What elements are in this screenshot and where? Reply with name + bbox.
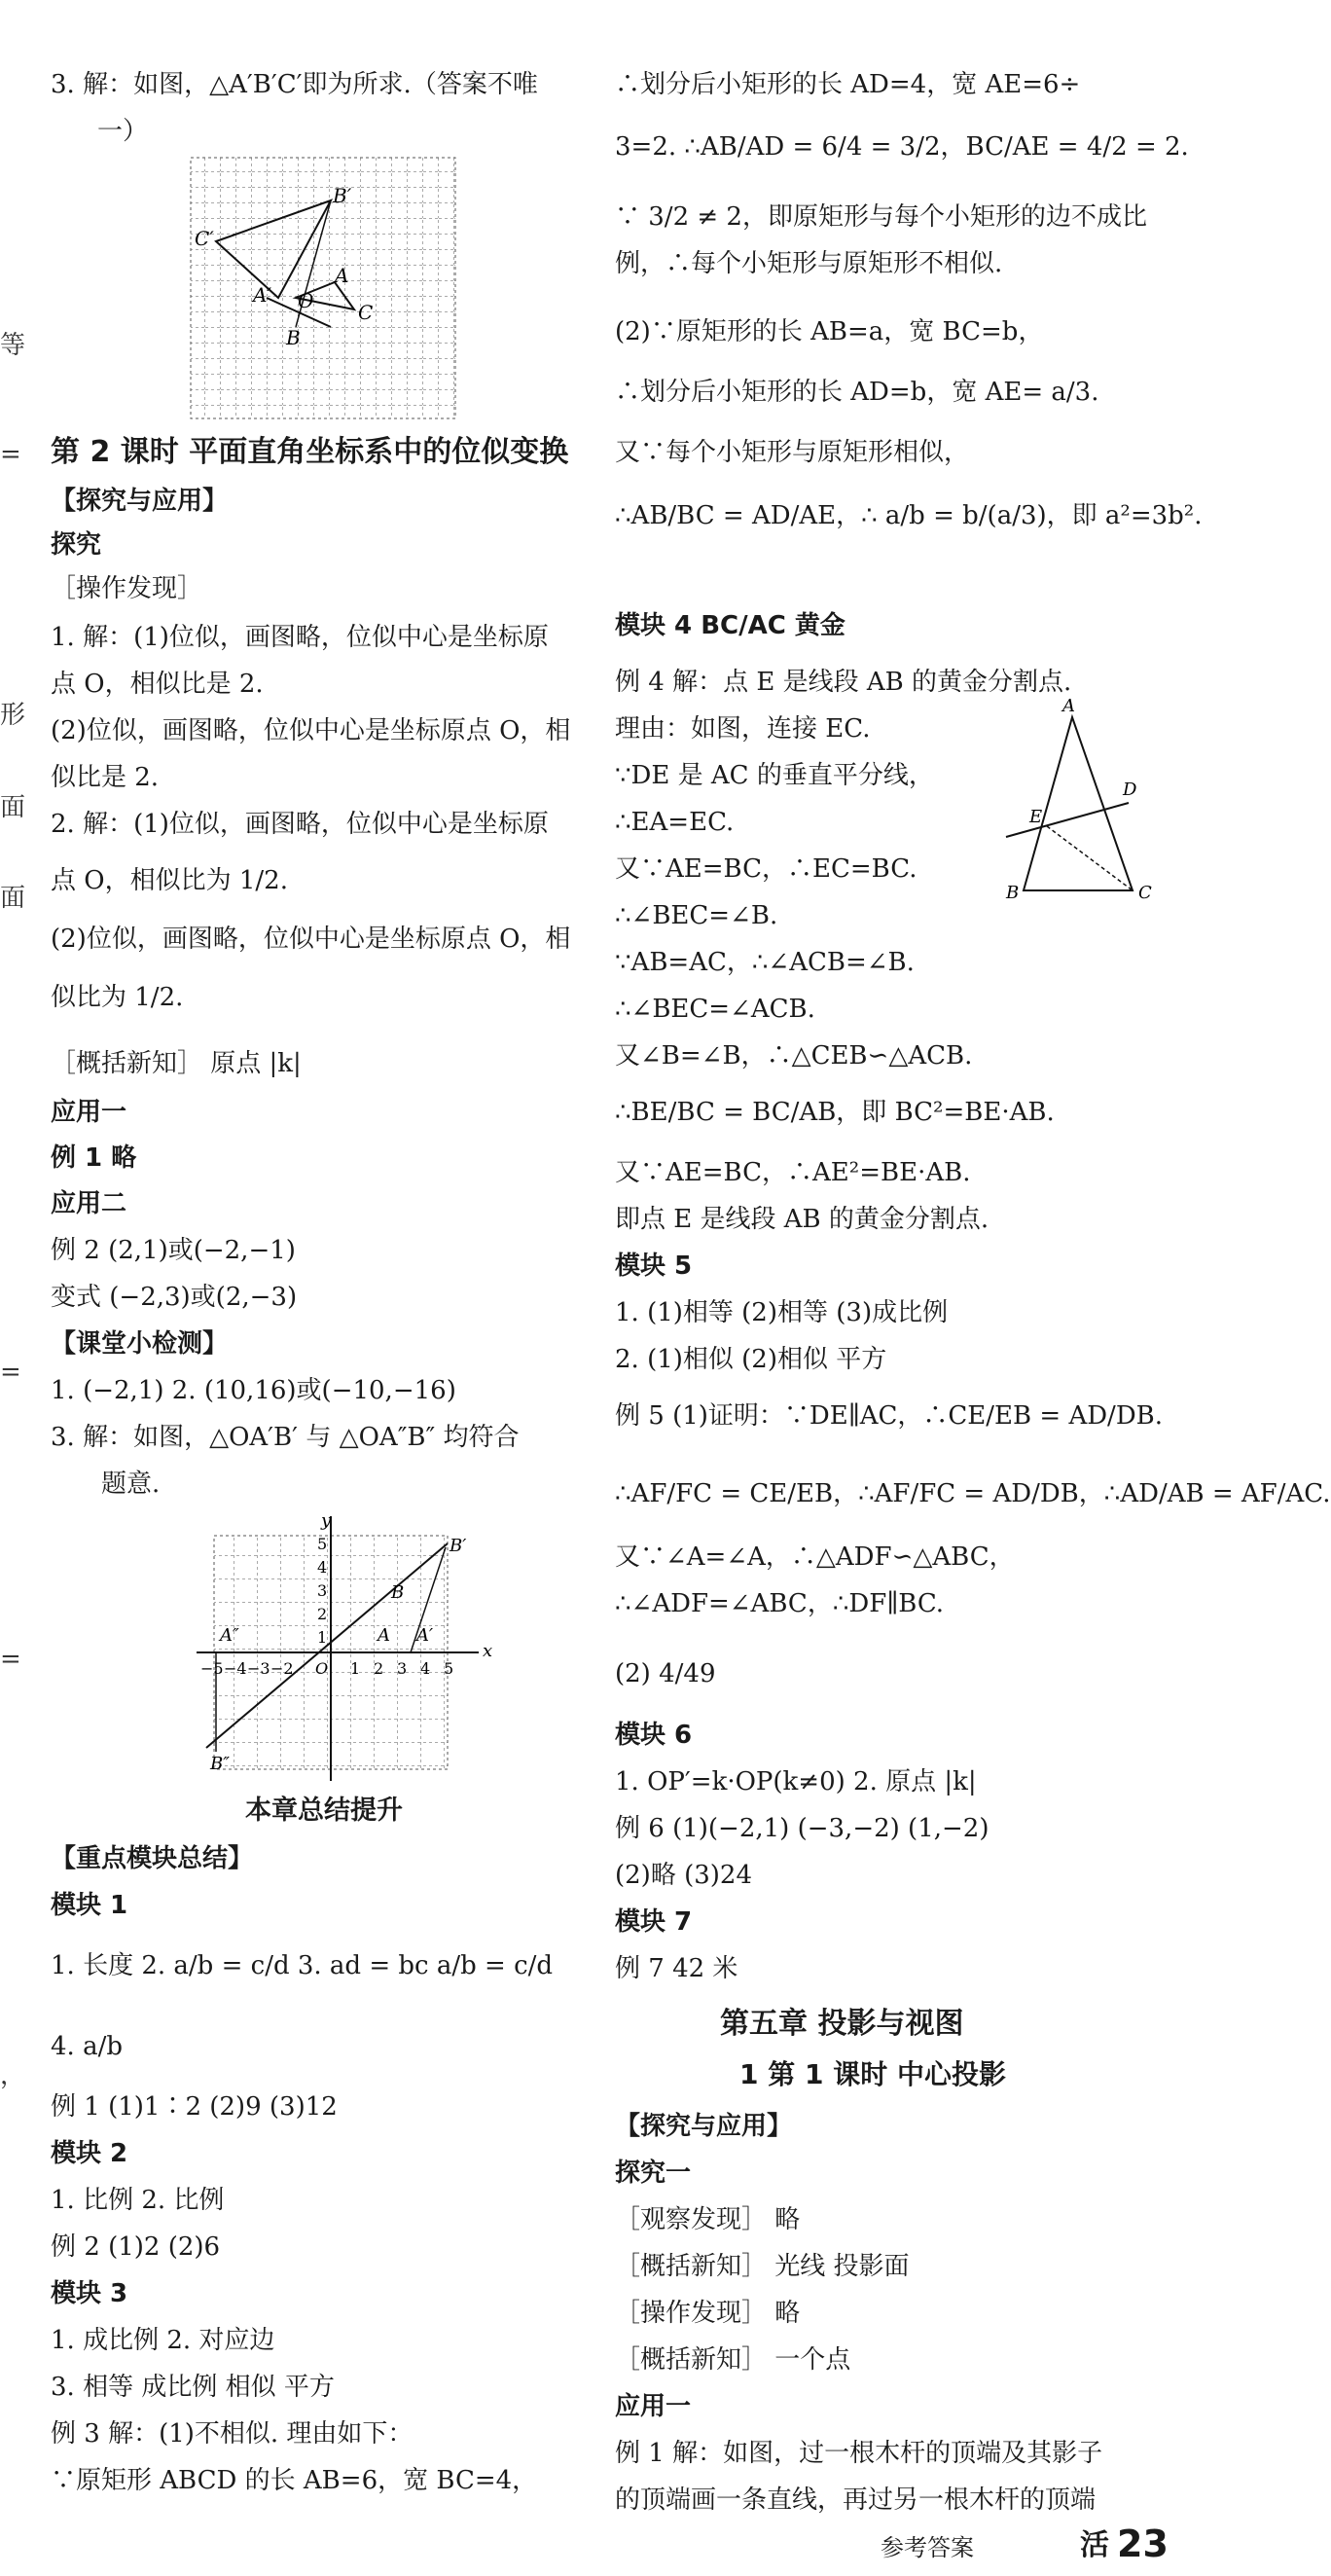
label-c-prime: C′ [195, 227, 214, 250]
text-line: 1. 比例 2. 比例 [51, 2186, 225, 2215]
text-line: 又∵AE=BC，∴EC=BC. [615, 854, 917, 884]
heading: 应用一 [615, 2392, 692, 2421]
text-line: 例 5 (1)证明：∵DE∥AC，∴CE/EB = AD/DB. [615, 1401, 1164, 1431]
text-line: ∴BE/BC = BC/AB，即 BC²=BE·AB. [615, 1098, 1055, 1127]
label-a: A [335, 264, 349, 287]
tick-label: 4 [317, 1558, 328, 1577]
text-line: (2) 4/49 [615, 1659, 716, 1688]
text-line: 变式 (−2,3)或(2,−3) [51, 1283, 298, 1312]
text-line: 1. (1)相等 (2)相等 (3)成比例 [615, 1298, 949, 1327]
text-line: ［概括新知］ 一个点 [615, 2345, 851, 2375]
text-line: ∵ 3/2 ≠ 2，即原矩形与每个小矩形的边不成比 [615, 202, 1147, 232]
heading: 模块 4 BC/AC 黄金 [615, 611, 845, 640]
label-b-prime: B′ [450, 1536, 467, 1556]
answer-line: 一） [97, 117, 149, 146]
label-e: E [1029, 807, 1043, 827]
label-b-prime: B′ [333, 184, 352, 207]
text-line: 例 1 解：如图，过一根木杆的顶端及其影子 [615, 2439, 1103, 2468]
label-c: C [358, 301, 374, 324]
heading: 应用二 [51, 1189, 127, 1218]
text-line: (2)略 (3)24 [615, 1861, 753, 1890]
text-line: 例 4 解：点 E 是线段 AB 的黄金分割点. [615, 668, 1072, 697]
text-line: 4. a/b [51, 2032, 123, 2061]
text-line: ∴AF/FC = CE/EB，∴AF/FC = AD/DB，∴AD/AB = AF/AC. [615, 1479, 1331, 1508]
origin-label: O [315, 1659, 329, 1678]
axis-x-label: x [483, 1641, 493, 1661]
text-line: ∴划分后小矩形的长 AD=4，宽 AE=6÷ [615, 70, 1081, 99]
text-line: 3=2. ∴AB/AD = 6/4 = 3/2，BC/AE = 4/2 = 2. [615, 132, 1189, 162]
text-line: ［操作发现］ 略 [615, 2299, 801, 2328]
edge-mark: = [0, 1358, 21, 1387]
heading: 探究 [51, 530, 102, 560]
text-line: ［概括新知］ 光线 投影面 [615, 2252, 910, 2281]
heading: 模块 6 [615, 1721, 693, 1750]
text-line: 1. OP′=k·OP(k≠0) 2. 原点 |k| [615, 1767, 977, 1796]
label-a: A [1062, 696, 1075, 716]
text-line: ∴AB/BC = AD/AE，∴ a/b = b/(a/3)，即 a²=3b². [615, 501, 1203, 530]
text-line: 的顶端画一条直线，再过另一根木杆的顶端 [615, 2485, 1097, 2515]
text-line: ∴∠BEC=∠B. [615, 901, 778, 930]
similarity-figure-1 [189, 156, 461, 423]
text-line: 例 1 (1)1∶2 (2)9 (3)12 [51, 2092, 338, 2122]
text-line: 2. 解：(1)位似，画图略，位似中心是坐标原 [51, 810, 549, 839]
heading: 应用一 [51, 1098, 127, 1127]
text-line: 1. (−2,1) 2. (10,16)或(−10,−16) [51, 1376, 456, 1405]
edge-mark: 等 [0, 331, 26, 360]
heading: 【探究与应用】 [615, 2112, 793, 2141]
label-a-prime: A′ [253, 283, 271, 307]
tick-label: −4 [224, 1659, 247, 1678]
text-line: 例 3 解：(1)不相似. 理由如下： [51, 2419, 414, 2449]
text-line: ［概括新知］ 原点 |k| [51, 1049, 302, 1078]
heading: 【重点模块总结】 [51, 1844, 254, 1873]
tick-label: 4 [420, 1659, 431, 1678]
tick-label: 1 [350, 1659, 361, 1678]
text-line: 例 2 (1)2 (2)6 [51, 2232, 221, 2262]
text-line: (2)位似，画图略，位似中心是坐标原点 O，相 [51, 925, 571, 954]
section-title: 第 2 课时 平面直角坐标系中的位似变换 [51, 435, 569, 469]
footer-label: 参考答案 [881, 2534, 974, 2561]
heading: 【探究与应用】 [51, 487, 229, 516]
label-b: B [286, 326, 301, 349]
tick-label: 2 [374, 1659, 384, 1678]
text-line: 又∵∠A=∠A，∴△ADF∽△ABC， [615, 1542, 1015, 1572]
text-line: ∵DE 是 AC 的垂直平分线， [615, 761, 934, 790]
text-line: 2. (1)相似 (2)相似 平方 [615, 1345, 887, 1374]
text-line: 又∠B=∠B，∴△CEB∽△ACB. [615, 1041, 973, 1070]
text-line: 点 O，相似比为 1/2. [51, 866, 288, 895]
tick-label: 2 [317, 1605, 328, 1623]
text-line: 3. 解：如图，△OA′B′ 与 △OA″B″ 均符合 [51, 1423, 520, 1452]
chapter-summary-title: 本章总结提升 [245, 1796, 403, 1826]
text-line: 理由：如图，连接 EC. [615, 714, 871, 744]
text-line: (2)∵原矩形的长 AB=a，宽 BC=b， [615, 317, 1044, 346]
edge-mark: = [0, 1645, 21, 1674]
page-number: 23 [1117, 2522, 1169, 2565]
text-line: 例 6 (1)(−2,1) (−3,−2) (1,−2) [615, 1814, 989, 1843]
text-line: 又∵每个小矩形与原矩形相似， [615, 438, 970, 467]
text-line: (2)位似，画图略，位似中心是坐标原点 O，相 [51, 716, 571, 745]
axis-y-label: y [321, 1510, 332, 1531]
tick-label: −3 [247, 1659, 270, 1678]
triangle-figure [1004, 696, 1160, 905]
edge-mark: 形 [0, 701, 26, 730]
tick-label: 5 [444, 1659, 454, 1678]
label-a-double-prime: A″ [220, 1625, 239, 1646]
text-line: 似比是 2. [51, 763, 160, 792]
text-line: 题意. [101, 1469, 161, 1499]
tick-label: −2 [270, 1659, 294, 1678]
label-b: B [1006, 883, 1020, 903]
edge-mark: ， [0, 2061, 26, 2090]
text-line: 点 O，相似比是 2. [51, 670, 264, 699]
heading: 【课堂小检测】 [51, 1329, 229, 1359]
text-line: 似比为 1/2. [51, 983, 184, 1012]
chapter-title: 第五章 投影与视图 [720, 2007, 964, 2041]
text-line: ［观察发现］ 略 [615, 2205, 801, 2234]
text-line: 例 2 (2,1)或(−2,−1) [51, 1236, 296, 1265]
label-b-double-prime: B″ [210, 1754, 230, 1774]
edge-mark: 面 [0, 793, 26, 822]
tick-label: 3 [317, 1581, 328, 1600]
label-a-prime: A′ [416, 1625, 434, 1646]
text-line: ∵原矩形 ABCD 的长 AB=6，宽 BC=4， [51, 2466, 538, 2495]
answer-line: 3. 解：如图，△A′B′C′即为所求.（答案不唯 [51, 70, 538, 99]
tick-label: 1 [317, 1628, 328, 1647]
text-line: 例 1 略 [51, 1143, 137, 1173]
text-line: 1. 解：(1)位似，画图略，位似中心是坐标原 [51, 623, 549, 652]
text-line: ∴EA=EC. [615, 808, 735, 837]
text-line: ∵AB=AC，∴∠ACB=∠B. [615, 948, 915, 977]
text-line: 例 7 42 米 [615, 1954, 738, 1983]
tick-label: 3 [397, 1659, 408, 1678]
label-o: O [298, 289, 314, 312]
edge-mark: 面 [0, 884, 26, 913]
text-line: ∴∠BEC=∠ACB. [615, 995, 815, 1024]
heading: 模块 7 [615, 1907, 693, 1937]
text-line: 又∵AE=BC，∴AE²=BE·AB. [615, 1158, 971, 1187]
label-a: A [378, 1625, 390, 1646]
label-d: D [1123, 780, 1137, 800]
footer-brand: 活 [1080, 2528, 1109, 2562]
text-line: ∴划分后小矩形的长 AD=b，宽 AE= a/3. [615, 378, 1099, 407]
text-line: 例，∴每个小矩形与原矩形不相似. [615, 249, 1003, 278]
coordinate-figure [187, 1508, 518, 1791]
tick-label: 5 [317, 1535, 328, 1553]
text-line: 即点 E 是线段 AB 的黄金分割点. [615, 1205, 989, 1234]
text-line: 1. 长度 2. a/b = c/d 3. ad = bc a/b = c/d [51, 1951, 554, 1980]
text-line: 3. 相等 成比例 相似 平方 [51, 2373, 335, 2402]
heading: 模块 3 [51, 2279, 128, 2308]
heading: 模块 5 [615, 1252, 693, 1281]
heading: 探究一 [615, 2159, 692, 2188]
text-line: 1. 成比例 2. 对应边 [51, 2326, 275, 2355]
edge-mark: = [0, 440, 21, 469]
text-line: ∴∠ADF=∠ABC，∴DF∥BC. [615, 1589, 945, 1618]
tick-label: −5 [200, 1659, 224, 1678]
heading: 模块 1 [51, 1891, 128, 1920]
text-line: ［操作发现］ [51, 574, 203, 603]
label-c: C [1138, 883, 1152, 903]
heading: 模块 2 [51, 2139, 128, 2168]
label-b: B [391, 1582, 405, 1603]
lesson-title: 1 第 1 课时 中心投影 [739, 2058, 1006, 2090]
